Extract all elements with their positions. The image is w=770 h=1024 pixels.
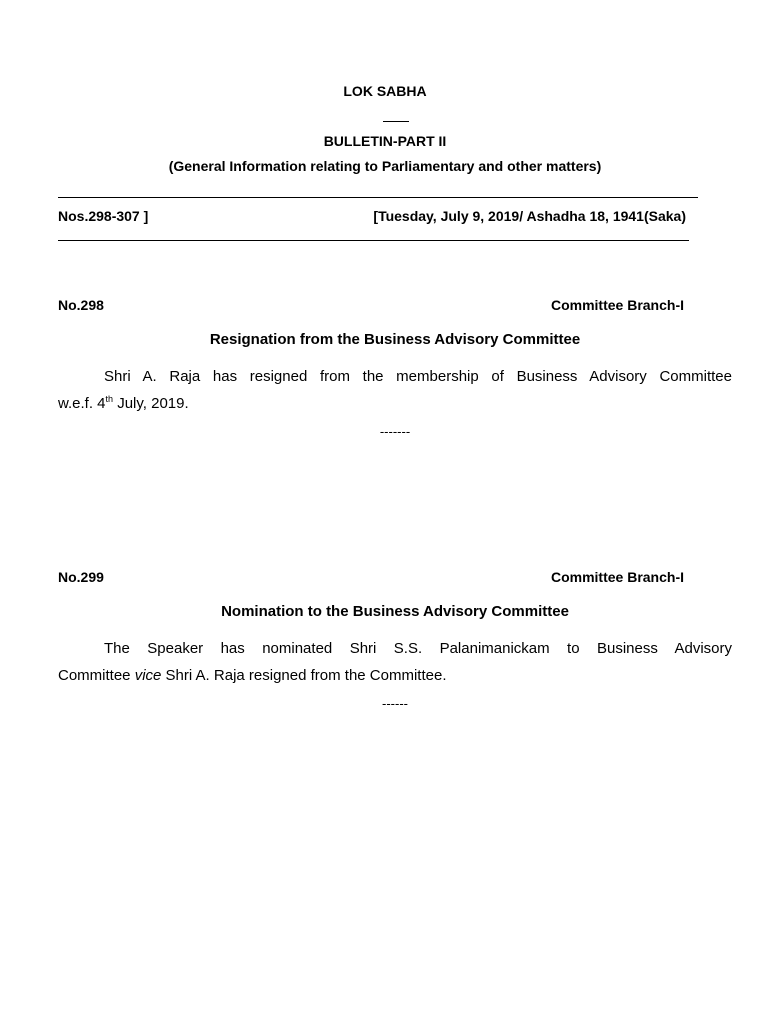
item-branch: Committee Branch-I (550, 569, 684, 585)
item-body-italic: vice (134, 667, 162, 684)
item-body-superscript: th (105, 394, 114, 404)
item-number: No.298 (58, 297, 104, 313)
item-body-line: Shri A. Raja has resigned from the membership of Business Advisory Committee (104, 368, 732, 385)
item-body (58, 363, 732, 417)
item-body-text: Committee (58, 667, 135, 684)
bulletin-numbers: Nos.298-307 ] (58, 208, 149, 224)
item-body-text: w.e.f. 4 (58, 395, 106, 412)
item-heading: Nomination to the Business Advisory Committee (221, 603, 569, 620)
bulletin-subtitle: (General Information relating to Parliamentary and other matters) (168, 158, 602, 174)
title-underline (383, 121, 409, 122)
item-number: No.299 (58, 569, 104, 585)
item-body-text: July, 2019. (113, 395, 189, 412)
header-top-rule (58, 197, 698, 198)
item-branch: Committee Branch-I (550, 297, 684, 313)
bulletin-date: [Tuesday, July 9, 2019/ Ashadha 18, 1941(Saka) (373, 208, 686, 224)
item-body-text: Shri A. Raja resigned from the Committee. (161, 667, 447, 684)
item-separator: ------ (382, 696, 408, 711)
item-body-line (58, 390, 732, 417)
item-body-line: The Speaker has nominated Shri S.S. Palanimanickam to Business Advisory (104, 640, 732, 657)
item-separator: ------- (379, 424, 411, 439)
item-heading: Resignation from the Business Advisory Committee (209, 331, 581, 348)
item-body (58, 635, 732, 689)
house-title: LOK SABHA (343, 83, 427, 99)
bulletin-title: BULLETIN-PART II (323, 133, 447, 149)
item-body-line (58, 662, 732, 689)
header-bottom-rule (58, 240, 689, 241)
